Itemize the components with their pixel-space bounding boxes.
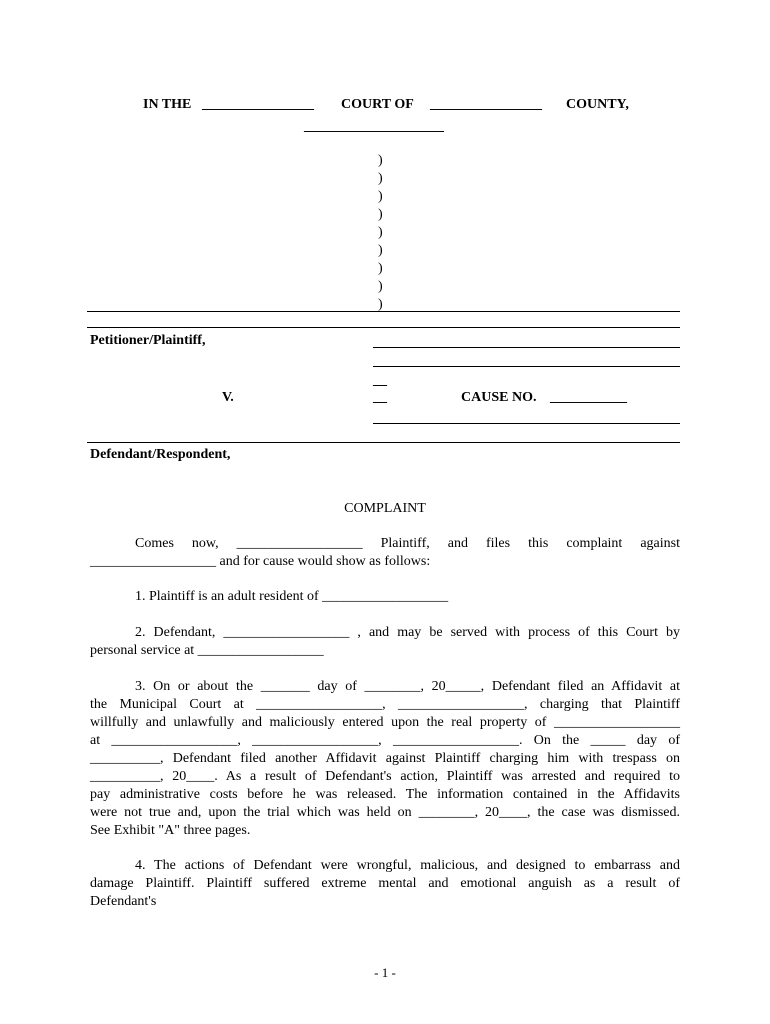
caption-paren: ): [378, 207, 383, 222]
caption-paren: ): [378, 279, 383, 294]
caption-rule: [373, 347, 680, 348]
caption-paren: ): [378, 243, 383, 258]
caption-dash: __: [373, 373, 387, 388]
paragraph-3-line: __________, Defendant filed another Affidavit against Plaintiff charging him with trespass on: [90, 751, 680, 766]
caption-paren: ): [378, 297, 383, 312]
caption-paren: ): [378, 261, 383, 276]
paragraph-1: 1. Plaintiff is an adult resident of __________________: [135, 589, 449, 604]
paragraph-3-line: pay administrative costs before he was released. The information contained in the Affidavits: [90, 787, 680, 802]
caption-rule: [373, 423, 680, 424]
caption-rule: [87, 311, 680, 312]
paragraph-3-line: willfully and unlawfully and maliciously entered upon the real property of __________________: [90, 715, 680, 730]
cause-no-label: CAUSE NO.: [461, 390, 537, 405]
paragraph-3-line: 3. On or about the _______ day of ________, 20_____, Defendant filed an Affidavit at: [135, 679, 680, 694]
header-second-blank: ____________________: [304, 119, 444, 134]
paragraph-4-line: Defendant's: [90, 894, 157, 909]
caption-paren: ): [378, 153, 383, 168]
caption-paren: ): [378, 171, 383, 186]
paragraph-2-line-2: personal service at __________________: [90, 643, 324, 658]
cause-no-blank: ___________: [550, 390, 627, 405]
intro-line-1: Comes now, __________________ Plaintiff, and files this complaint against: [135, 536, 680, 551]
paragraph-2-line-1: 2. Defendant, __________________ , and may be served with process of this Court by: [135, 625, 680, 640]
versus-label: V.: [222, 390, 234, 405]
caption-paren: ): [378, 189, 383, 204]
paragraph-3-line: __________, 20____. As a result of Defendant's action, Plaintiff was arrested and required to: [90, 769, 680, 784]
document-title: COMPLAINT: [344, 501, 426, 516]
header-county-blank: ________________: [430, 97, 542, 112]
caption-rule: [373, 366, 680, 367]
caption-rule: [87, 442, 680, 443]
caption-paren: ): [378, 225, 383, 240]
paragraph-3-line: at __________________, __________________, __________________. On the _____ day of: [90, 733, 680, 748]
paragraph-4-line: damage Plaintiff. Plaintiff suffered extreme mental and emotional anguish as a result of: [90, 876, 680, 891]
page-number: - 1 -: [374, 965, 396, 980]
paragraph-3-line: the Municipal Court at __________________, __________________, charging that Plaintiff: [90, 697, 680, 712]
header-county: COUNTY,: [566, 97, 629, 112]
paragraph-3-line: See Exhibit "A" three pages.: [90, 823, 251, 838]
header-court-blank: ________________: [202, 97, 314, 112]
paragraph-4-line: 4. The actions of Defendant were wrongful, malicious, and designed to embarrass and: [135, 858, 680, 873]
defendant-label: Defendant/Respondent,: [90, 447, 231, 462]
petitioner-label: Petitioner/Plaintiff,: [90, 333, 206, 348]
caption-dash: __: [373, 390, 387, 405]
intro-line-2: __________________ and for cause would show as follows:: [90, 554, 431, 569]
header-court-of: COURT OF: [341, 97, 414, 112]
paragraph-3-line: were not true and, upon the trial which was held on ________, 20____, the case was dismissed.: [90, 805, 680, 820]
header-in-the: IN THE: [143, 97, 192, 112]
caption-rule: [87, 327, 680, 328]
